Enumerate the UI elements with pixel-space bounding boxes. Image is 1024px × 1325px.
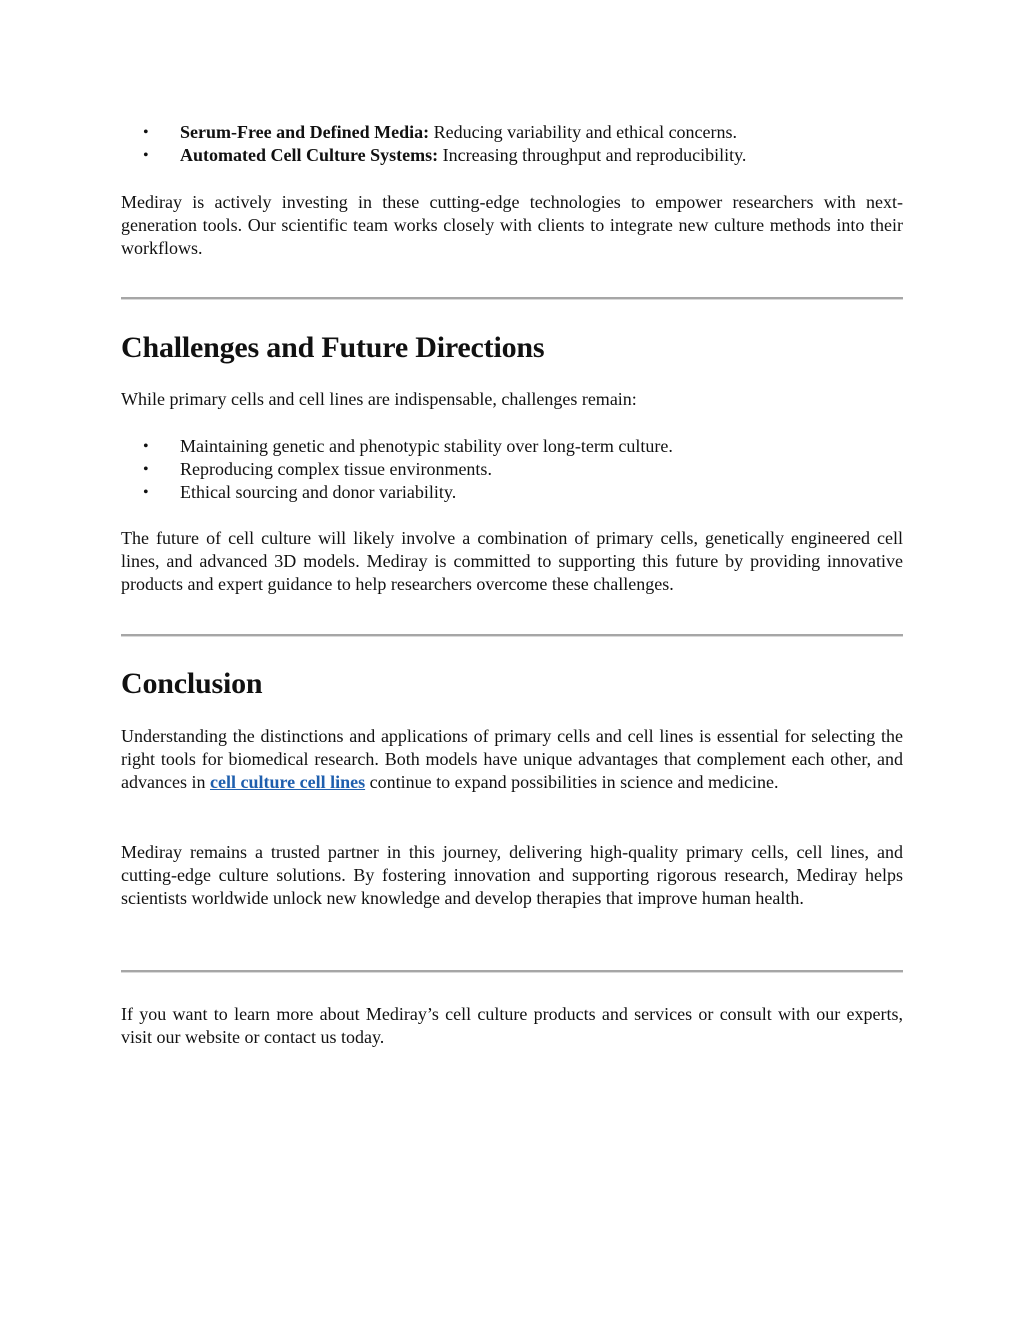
list-item: [121, 458, 903, 481]
bullet-term: Serum-Free and Defined Media:: [180, 122, 430, 142]
challenges-bullet-list: [121, 435, 903, 504]
bullet-text: Ethical sourcing and donor variability.: [180, 482, 457, 502]
intro-bullet-list: [121, 121, 903, 167]
challenges-paragraph: The future of cell culture will likely involve a combination of primary cells, genetically engineered cell lines, and advanced 3D models. Mediray is committed to supporting this future by providing innovative products and expert guidance to help researchers overcome these challenges.: [121, 528, 903, 594]
list-item: [121, 121, 903, 144]
list-item: [121, 144, 903, 167]
list-item: [121, 435, 903, 458]
conclusion-text-after-link: continue to expand possibilities in science and medicine.: [365, 772, 779, 792]
bullet-text: Increasing throughput and reproducibility.: [438, 145, 747, 165]
section-heading-conclusion: Conclusion: [121, 667, 263, 700]
section-heading-challenges: Challenges and Future Directions: [121, 331, 545, 364]
section-divider: [121, 634, 903, 637]
conclusion-paragraph-1: [121, 725, 903, 794]
conclusion-text-before-link: Understanding the distinctions and applications of primary cells and cell lines is essential for selecting the right tools for biomedical research. Both models have unique advantages that complement each other, and advances in: [121, 726, 903, 792]
bullet-term: Automated Cell Culture Systems:: [180, 145, 439, 165]
section-divider: [121, 297, 903, 300]
bullet-icon: •: [143, 484, 149, 501]
bullet-text: Reproducing complex tissue environments.: [180, 459, 492, 479]
bullet-icon: •: [143, 461, 149, 478]
closing-paragraph: If you want to learn more about Mediray’s cell culture products and services or consult with our experts, visit our website or contact us today.: [121, 1004, 903, 1047]
challenges-lead: While primary cells and cell lines are indispensable, challenges remain:: [121, 389, 637, 409]
list-item: [121, 481, 903, 504]
section-divider: [121, 970, 903, 973]
bullet-text: Reducing variability and ethical concerns.: [429, 122, 738, 142]
intro-paragraph: Mediray is actively investing in these cutting-edge technologies to empower researchers with next-generation tools. Our scientific team works closely with clients to integrate new culture methods into their workflows.: [121, 192, 903, 258]
bullet-text: Maintaining genetic and phenotypic stability over long-term culture.: [180, 436, 673, 456]
conclusion-paragraph-2: Mediray remains a trusted partner in this journey, delivering high-quality primary cells, cell lines, and cutting-edge culture solutions. By fostering innovation and supporting rigorous research, Mediray helps scientists worldwide unlock new knowledge and develop therapies that improve human health.: [121, 842, 903, 908]
bullet-icon: •: [143, 124, 149, 141]
cell-culture-cell-lines-link[interactable]: cell culture cell lines: [209, 772, 366, 792]
bullet-icon: •: [143, 147, 149, 164]
bullet-icon: •: [143, 438, 149, 455]
